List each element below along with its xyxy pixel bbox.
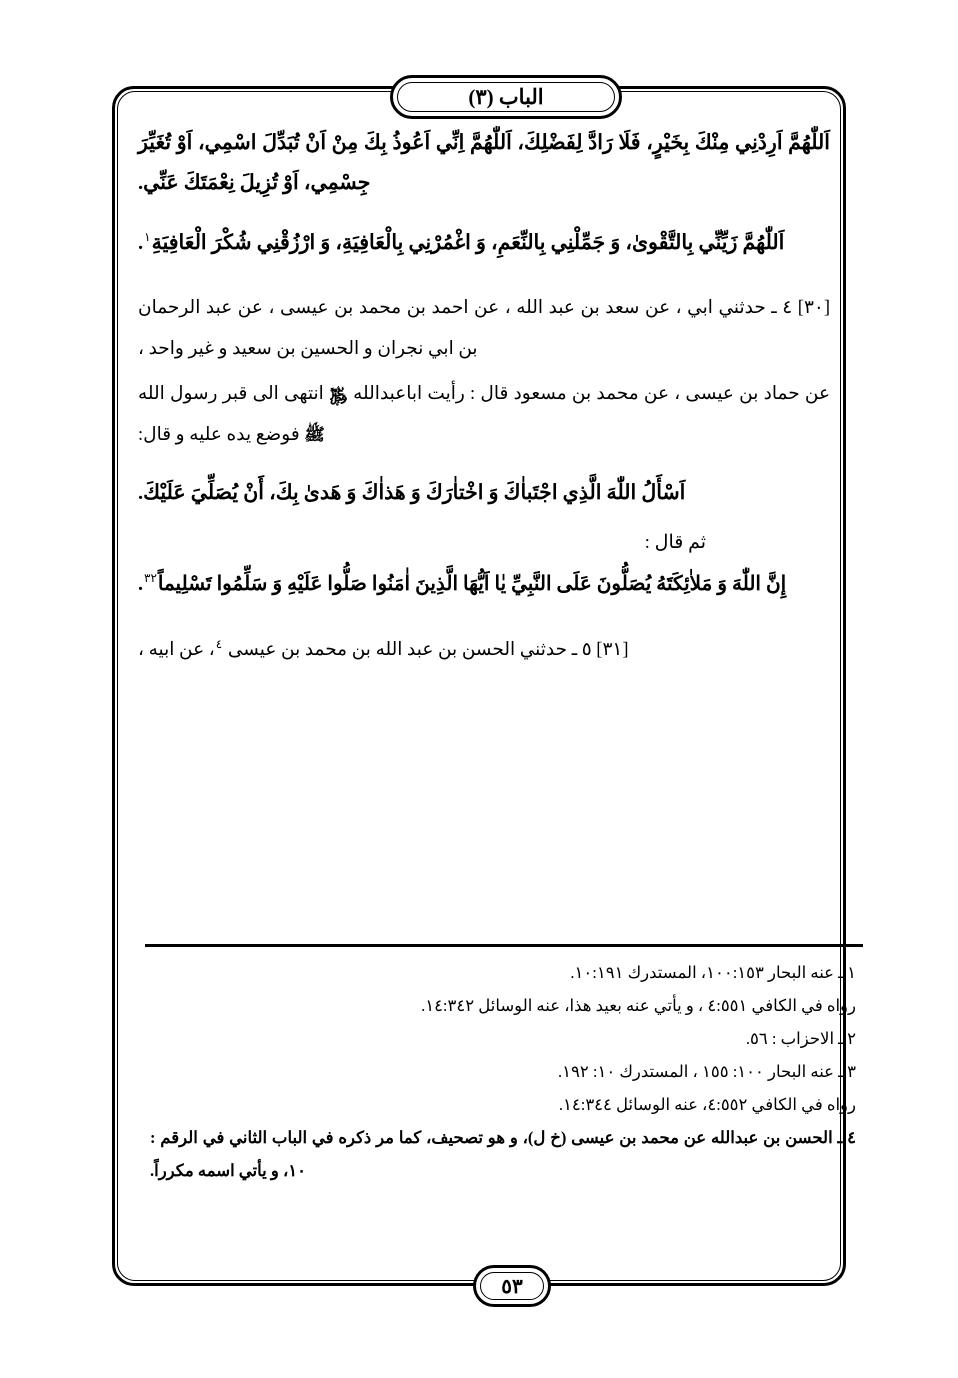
footnote-marker-4: ٤	[215, 636, 223, 651]
then-said-line: ثم قال :	[644, 532, 706, 554]
footnote-separator-rule	[145, 944, 863, 947]
honorific-alayhi-salam-icon: ﷿	[329, 384, 348, 404]
narration-31-text-a: [٣١] ٥ ـ حدثني الحسن بن عبد الله بن محمد بن عيسى	[223, 640, 629, 661]
page-number: ٥٣	[501, 1275, 523, 1298]
spacer	[138, 608, 830, 630]
footnote-line: رواه في الكافي ٤:٥٥١ ، و يأتي عنه بعيد هذا، عنه الوسائل ١٤:٣٤٢.	[421, 996, 856, 1015]
honorific-sallallahu-icon: ﷺ	[304, 425, 325, 445]
spacer	[138, 210, 830, 224]
chapter-header-cartouche	[390, 75, 622, 119]
footnote-line: ٣ ـ عنه البحار ١٠٠: ١٥٥ ، المستدرك ١٠: ١٩٢.	[558, 1062, 856, 1081]
quran-verse-block	[138, 564, 830, 604]
supplication-block-2-end: .	[138, 231, 144, 254]
footnote-line: ٤ ـ الحسن بن عبدالله عن محمد بن عيسى (خ ل)، و هو تصحيف، كما مر ذكره في الباب الثاني في الرقم : ١٠، و يأتي اسمه مكرراً.	[150, 1128, 856, 1180]
page-number-cartouche	[473, 1265, 551, 1307]
narration-text-c: فوضع يده عليه و قال:	[138, 425, 305, 446]
footnote-marker-3-2: ٣٢	[144, 571, 157, 586]
footnote-line: ١ ـ عنه البحار ١٠٠:١٥٣، المستدرك ١٠:١٩١.	[570, 963, 856, 982]
narration-text-b: انتهى الى قبر رسول الله	[138, 384, 330, 405]
spacer	[138, 460, 830, 474]
footnote-marker-1: ١	[144, 230, 151, 245]
supplication-block-3: اَسْأَلُ اللّٰهَ الَّذِي اجْتَباٰكَ وَ اخْتاٰرَكَ وَ هَذاٰكَ وَ هَدىٰ بِكَ، أَنْ يُصَلِّيَ عَلَيْكَ.	[138, 482, 686, 505]
footnote-line: ٢ ـ الاحزاب : ٥٦.	[745, 1029, 856, 1048]
footnote-line: رواه في الكافي ٤:٥٥٢، عنه الوسائل ١٤:٣٤٤.	[558, 1095, 856, 1114]
narration-text-a: عن حماد بن عيسى ، عن محمد بن مسعود قال : رأيت اباعبدالله	[347, 384, 830, 405]
supplication-block-2-text: اَللّٰهُمَّ زَيِّنِّي بِالتَّقْوىٰ، وَ جَمِّلْنِي بِالنِّعَمِ، وَ اغْمُرْنِي بِالْعَافِيَةِ، وَ ارْزُقْنِي شُكْرَ الْعَافِيَةِ	[151, 231, 785, 254]
chapter-title: الباب (٣)	[468, 84, 544, 109]
supplication-block-2	[138, 224, 830, 264]
narration-block-30-cont	[138, 374, 830, 456]
footnotes-area	[150, 956, 856, 1187]
quran-verse-end: .	[138, 573, 143, 596]
narration-block-31	[138, 630, 830, 671]
narration-31-text-b: ، عن ابيه ،	[138, 640, 215, 661]
spacer	[138, 266, 830, 288]
supplication-block-1: اَللّٰهُمَّ اَرِدْنِي مِنْكَ بِخَيْرٍ، فَلَا رَادَّ لِفَضْلِكَ، اَللّٰهُمَّ اِنِّي اَعُوذُ بِكَ مِنْ اَنْ تُبَدِّلَ اسْمِي، اَوْ تُغَيِّرَ جِسْمِي، اَوْ تُزِيلَ نِعْمَتَكَ عَنِّي.	[138, 132, 830, 194]
narration-block-30: [٣٠] ٤ ـ حدثني ابي ، عن سعد بن عبد الله ، عن احمد بن محمد بن عيسى ، عن عبد الرحمان بن ابي نجران و الحسين بن سعيد و غير واحد ،	[138, 297, 830, 359]
quran-verse-text: إِنَّ اللّٰهَ وَ مَلاٰئِكَتَهُ يُصَلُّونَ عَلَى النَّبِيِّ يٰا اَيُّهَا الَّذِينَ اٰمَنُوا صَلُّوا عَلَيْهِ وَ سَلِّمُوا تَسْلِيماً	[157, 573, 787, 596]
